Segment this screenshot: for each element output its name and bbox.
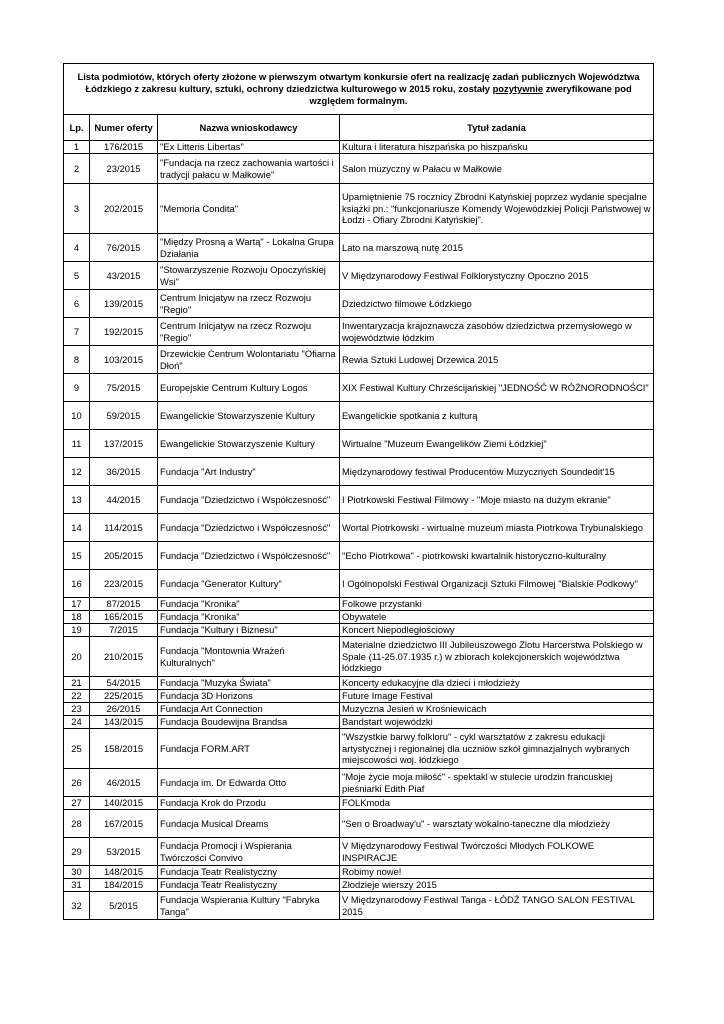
row-task: Folkowe przystanki bbox=[340, 598, 654, 611]
row-task: Kultura i literatura hiszpańska po hiszpańsku bbox=[340, 141, 654, 154]
row-lp: 24 bbox=[64, 716, 90, 729]
table-row bbox=[64, 677, 654, 690]
table-row bbox=[64, 810, 654, 838]
row-lp: 14 bbox=[64, 514, 90, 542]
row-task: Salon muzyczny w Pałacu w Małkowie bbox=[340, 154, 654, 184]
offers-table bbox=[63, 63, 654, 920]
title-emphasis: pozytywnie bbox=[492, 82, 544, 94]
row-task: Koncert Niepodległościowy bbox=[340, 624, 654, 637]
row-applicant: Fundacja "Kronika" bbox=[158, 598, 340, 611]
row-lp: 9 bbox=[64, 374, 90, 402]
row-task: "Echo Piotrkowa" - piotrkowski kwartalnik historyczno-kulturalny bbox=[340, 542, 654, 570]
row-task: Muzyczna Jesień w Krośniewicach bbox=[340, 703, 654, 716]
row-number: 23/2015 bbox=[90, 154, 158, 184]
row-lp: 18 bbox=[64, 611, 90, 624]
table-row bbox=[64, 486, 654, 514]
row-lp: 12 bbox=[64, 458, 90, 486]
table-row bbox=[64, 542, 654, 570]
row-lp: 5 bbox=[64, 262, 90, 290]
row-task: Koncerty edukacyjne dla dzieci i młodzieży bbox=[340, 677, 654, 690]
table-row bbox=[64, 458, 654, 486]
table-row bbox=[64, 879, 654, 892]
header-applicant: Nazwa wnioskodawcy bbox=[158, 115, 340, 141]
table-row bbox=[64, 318, 654, 346]
row-lp: 13 bbox=[64, 486, 90, 514]
row-applicant: Fundacja "Muzyka Świata" bbox=[158, 677, 340, 690]
row-number: 210/2015 bbox=[90, 637, 158, 677]
row-number: 76/2015 bbox=[90, 234, 158, 262]
row-lp: 4 bbox=[64, 234, 90, 262]
row-applicant: "Stowarzyszenie Rozwoju Opoczyńskiej Wsi" bbox=[158, 262, 340, 290]
row-applicant: Fundacja "Generator Kultury" bbox=[158, 570, 340, 598]
table-row bbox=[64, 703, 654, 716]
row-number: 26/2015 bbox=[90, 703, 158, 716]
row-applicant: Fundacja 3D Horizons bbox=[158, 690, 340, 703]
row-number: 148/2015 bbox=[90, 866, 158, 879]
row-task: "Sen o Broadway'u" - warsztaty wokalno-taneczne dla młodzieży bbox=[340, 810, 654, 838]
row-applicant: Fundacja Krok do Przodu bbox=[158, 797, 340, 810]
row-applicant: Ewangelickie Stowarzyszenie Kultury bbox=[158, 402, 340, 430]
row-lp: 8 bbox=[64, 346, 90, 374]
row-applicant: "Memoria Condita" bbox=[158, 184, 340, 234]
row-number: 59/2015 bbox=[90, 402, 158, 430]
row-applicant: Fundacja Art Connection bbox=[158, 703, 340, 716]
row-number: 114/2015 bbox=[90, 514, 158, 542]
row-applicant: Fundacja Wspierania Kultury "Fabryka Tanga" bbox=[158, 892, 340, 920]
row-number: 75/2015 bbox=[90, 374, 158, 402]
row-task: V Międzynarodowy Festiwal Tanga - ŁÓDŹ TANGO SALON FESTIVAL 2015 bbox=[340, 892, 654, 920]
row-number: 87/2015 bbox=[90, 598, 158, 611]
row-task: Wortal Piotrkowski - wirtualne muzeum miasta Piotrkowa Trybunalskiego bbox=[340, 514, 654, 542]
row-applicant: Fundacja "Dziedzictwo i Współczesność" bbox=[158, 514, 340, 542]
table-row bbox=[64, 514, 654, 542]
row-applicant: Fundacja Promocji i Wspierania Twórczości Convivo bbox=[158, 838, 340, 866]
row-task: Złodzieje wierszy 2015 bbox=[340, 879, 654, 892]
row-lp: 22 bbox=[64, 690, 90, 703]
row-task: Obywatele bbox=[340, 611, 654, 624]
row-task: "Wszystkie barwy folkloru" - cykl warsztatów z zakresu edukacji artystycznej i regionalnej dla uczniów szkół gimnazjalnych wybranych miejscowości woj. łódzkiego bbox=[340, 729, 654, 769]
row-number: 36/2015 bbox=[90, 458, 158, 486]
header-task: Tytuł zadania bbox=[340, 115, 654, 141]
document-page bbox=[63, 63, 653, 920]
row-applicant: Fundacja Musical Dreams bbox=[158, 810, 340, 838]
row-number: 46/2015 bbox=[90, 769, 158, 797]
row-number: 143/2015 bbox=[90, 716, 158, 729]
row-task: I Piotrkowski Festiwal Filmowy - "Moje miasto na dużym ekranie" bbox=[340, 486, 654, 514]
table-row bbox=[64, 716, 654, 729]
row-number: 140/2015 bbox=[90, 797, 158, 810]
table-row bbox=[64, 290, 654, 318]
row-number: 7/2015 bbox=[90, 624, 158, 637]
row-lp: 15 bbox=[64, 542, 90, 570]
row-lp: 16 bbox=[64, 570, 90, 598]
table-row bbox=[64, 729, 654, 769]
row-applicant: Fundacja "Dziedzictwo i Współczesność" bbox=[158, 486, 340, 514]
row-lp: 11 bbox=[64, 430, 90, 458]
row-task: Inwentaryzacja krajoznawcza zasobów dziedzictwa przemysłowego w województwie łódzkim bbox=[340, 318, 654, 346]
row-number: 184/2015 bbox=[90, 879, 158, 892]
row-applicant: Fundacja "Montownia Wrażeń Kulturalnych" bbox=[158, 637, 340, 677]
row-lp: 29 bbox=[64, 838, 90, 866]
header-lp: Lp. bbox=[64, 115, 90, 141]
row-number: 53/2015 bbox=[90, 838, 158, 866]
table-row bbox=[64, 570, 654, 598]
row-number: 43/2015 bbox=[90, 262, 158, 290]
row-applicant: Fundacja Teatr Realistyczny bbox=[158, 879, 340, 892]
row-applicant: Drzewickie Centrum Wolontariatu "Ofiarna Dłoń" bbox=[158, 346, 340, 374]
row-applicant: "Ex Litteris Libertas" bbox=[158, 141, 340, 154]
row-lp: 28 bbox=[64, 810, 90, 838]
table-row bbox=[64, 234, 654, 262]
row-lp: 17 bbox=[64, 598, 90, 611]
row-applicant: Ewangelickie Stowarzyszenie Kultury bbox=[158, 430, 340, 458]
row-applicant: Fundacja "Dziedzictwo i Współczesność" bbox=[158, 542, 340, 570]
row-lp: 30 bbox=[64, 866, 90, 879]
table-row bbox=[64, 154, 654, 184]
row-lp: 20 bbox=[64, 637, 90, 677]
row-task: Bandstart wojewódzki bbox=[340, 716, 654, 729]
row-applicant: "Fundacja na rzecz zachowania wartości i tradycji pałacu w Małkowie" bbox=[158, 154, 340, 184]
table-row bbox=[64, 598, 654, 611]
table-row bbox=[64, 769, 654, 797]
row-applicant: Fundacja "Art Industry" bbox=[158, 458, 340, 486]
row-lp: 27 bbox=[64, 797, 90, 810]
row-number: 202/2015 bbox=[90, 184, 158, 234]
row-task: Robimy nowe! bbox=[340, 866, 654, 879]
row-lp: 10 bbox=[64, 402, 90, 430]
row-task: Ewangelickie spotkania z kulturą bbox=[340, 402, 654, 430]
table-body bbox=[64, 141, 654, 920]
row-applicant: Fundacja Teatr Realistyczny bbox=[158, 866, 340, 879]
row-number: 44/2015 bbox=[90, 486, 158, 514]
table-row bbox=[64, 346, 654, 374]
row-task: Upamiętnienie 75 rocznicy Zbrodni Katyńskiej poprzez wydanie specjalne książki pn.: "funkcjonariusze Komendy Wojewódzkiej Policji Państwowej w Łodzi - Ofiary Zbrodni Katyńskiej". bbox=[340, 184, 654, 234]
row-lp: 25 bbox=[64, 729, 90, 769]
table-row bbox=[64, 866, 654, 879]
row-task: Future Image Festival bbox=[340, 690, 654, 703]
row-task: FOLKmoda bbox=[340, 797, 654, 810]
row-lp: 32 bbox=[64, 892, 90, 920]
row-number: 223/2015 bbox=[90, 570, 158, 598]
table-row bbox=[64, 797, 654, 810]
row-task: Lato na marszową nutę 2015 bbox=[340, 234, 654, 262]
table-row bbox=[64, 141, 654, 154]
row-applicant: Fundacja "Kultury i Biznesu" bbox=[158, 624, 340, 637]
row-lp: 23 bbox=[64, 703, 90, 716]
row-task: "Moje życie moja miłość" - spektakl w stulecie urodzin francuskiej pieśniarki Edith Piaf bbox=[340, 769, 654, 797]
row-task: XIX Festiwal Kultury Chrześcijańskiej "JEDNOŚĆ W RÓŻNORODNOŚCI" bbox=[340, 374, 654, 402]
row-number: 167/2015 bbox=[90, 810, 158, 838]
header-number: Numer oferty bbox=[90, 115, 158, 141]
row-applicant: Fundacja Boudewijna Brandsa bbox=[158, 716, 340, 729]
row-lp: 2 bbox=[64, 154, 90, 184]
row-applicant: Fundacja FORM.ART bbox=[158, 729, 340, 769]
document-title: Lista podmiotów, których oferty złożone w pierwszym otwartym konkursie ofert na realizację zadań publicznych Województwa Łódzkiego z zakresu kultury, sztuki, ochrony dziedzictwa kulturowego w 2015 roku, zostały pozytywnie zweryfikowane pod względem formalnym. bbox=[64, 64, 654, 115]
row-number: 158/2015 bbox=[90, 729, 158, 769]
row-task: V Międzynarodowy Festiwal Twórczości Młodych FOLKOWE INSPIRACJE bbox=[340, 838, 654, 866]
row-number: 139/2015 bbox=[90, 290, 158, 318]
table-row bbox=[64, 690, 654, 703]
row-task: I Ogólnopolski Festiwal Organizacji Sztuki Filmowej "Bialskie Podkowy" bbox=[340, 570, 654, 598]
row-task: V Międzynarodowy Festiwal Folklorystyczny Opoczno 2015 bbox=[340, 262, 654, 290]
row-applicant: Fundacja "Kronika" bbox=[158, 611, 340, 624]
row-lp: 31 bbox=[64, 879, 90, 892]
row-number: 176/2015 bbox=[90, 141, 158, 154]
row-task: Wirtualne "Muzeum Ewangelików Ziemi Łódzkiej" bbox=[340, 430, 654, 458]
row-applicant: Centrum Inicjatyw na rzecz Rozwoju "Regio" bbox=[158, 318, 340, 346]
row-lp: 3 bbox=[64, 184, 90, 234]
table-row bbox=[64, 374, 654, 402]
row-applicant: Fundacja im. Dr Edwarda Otto bbox=[158, 769, 340, 797]
row-number: 192/2015 bbox=[90, 318, 158, 346]
row-lp: 21 bbox=[64, 677, 90, 690]
row-number: 225/2015 bbox=[90, 690, 158, 703]
row-number: 5/2015 bbox=[90, 892, 158, 920]
row-lp: 19 bbox=[64, 624, 90, 637]
row-task: Dziedzictwo filmowe Łódzkiego bbox=[340, 290, 654, 318]
row-number: 137/2015 bbox=[90, 430, 158, 458]
table-row bbox=[64, 637, 654, 677]
row-number: 103/2015 bbox=[90, 346, 158, 374]
row-applicant: Europejskie Centrum Kultury Logos bbox=[158, 374, 340, 402]
table-row bbox=[64, 402, 654, 430]
table-row bbox=[64, 624, 654, 637]
table-row bbox=[64, 262, 654, 290]
row-number: 205/2015 bbox=[90, 542, 158, 570]
table-row bbox=[64, 184, 654, 234]
table-row bbox=[64, 430, 654, 458]
row-number: 54/2015 bbox=[90, 677, 158, 690]
table-row bbox=[64, 611, 654, 624]
table-header-row bbox=[64, 115, 654, 141]
row-applicant: Centrum Inicjatyw na rzecz Rozwoju "Regio" bbox=[158, 290, 340, 318]
row-lp: 26 bbox=[64, 769, 90, 797]
table-row bbox=[64, 892, 654, 920]
row-number: 165/2015 bbox=[90, 611, 158, 624]
row-applicant: "Między Prosną a Wartą" - Lokalna Grupa Działania bbox=[158, 234, 340, 262]
row-lp: 1 bbox=[64, 141, 90, 154]
row-task: Rewia Sztuki Ludowej Drzewica 2015 bbox=[340, 346, 654, 374]
row-lp: 7 bbox=[64, 318, 90, 346]
row-task: Międzynarodowy festiwal Producentów Muzycznych Soundedit'15 bbox=[340, 458, 654, 486]
table-row bbox=[64, 838, 654, 866]
row-task: Materialne dziedzictwo III Jubileuszowego Zlotu Harcerstwa Polskiego w Spale (11-25.07.1935 r.) w zbiorach kolekcjonerskich województwa łódzkiego bbox=[340, 637, 654, 677]
row-lp: 6 bbox=[64, 290, 90, 318]
